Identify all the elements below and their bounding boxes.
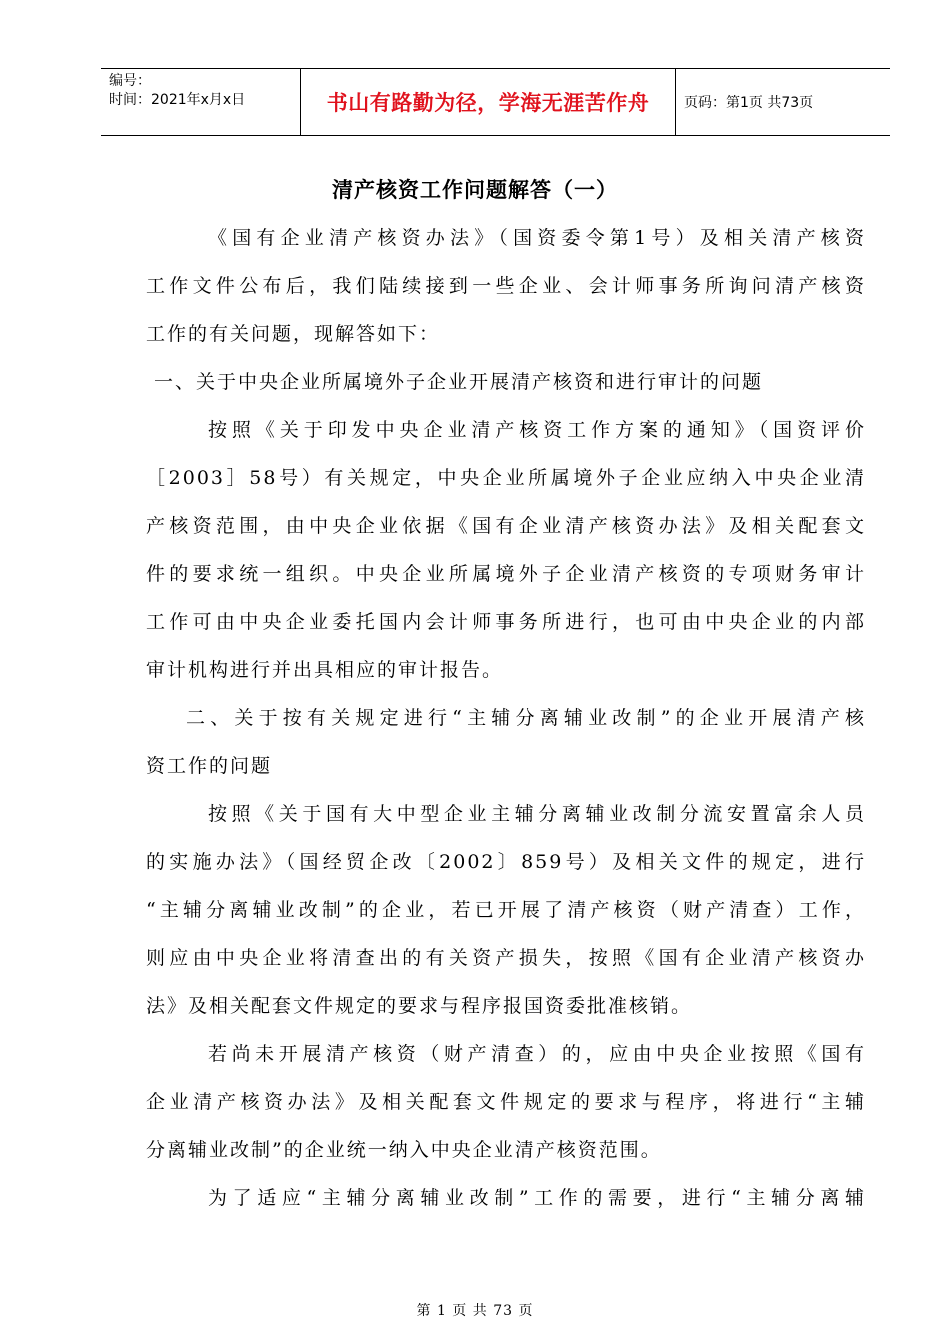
body-line: 《国有企业清产核资办法》（国资委令第1号）及相关清产核资 bbox=[208, 227, 866, 249]
body-line: 产核资范围，由中央企业依据《国有企业清产核资办法》及相关配套文 bbox=[146, 515, 866, 537]
body-line: 资工作的问题 bbox=[146, 755, 273, 777]
page-info: 页码：第1页 共73页 bbox=[684, 95, 814, 111]
body-line: 按照《关于国有大中型企业主辅分离辅业改制分流安置富余人员 bbox=[208, 803, 866, 825]
header-table bbox=[101, 68, 890, 136]
body-line: 工作的有关问题，现解答如下： bbox=[146, 323, 441, 345]
header-page-cell bbox=[676, 69, 890, 135]
body-line: 若尚未开展清产核资（财产清查）的，应由中央企业按照《国有 bbox=[208, 1043, 866, 1065]
body-line: 法》及相关配套文件规定的要求与程序报国资委批准核销。 bbox=[146, 995, 693, 1017]
page-footer: 第 1 页 共 73 页 bbox=[416, 1303, 534, 1319]
body-line: 一、关于中央企业所属境外子企业开展清产核资和进行审计的问题 bbox=[154, 371, 764, 393]
body-line: 件的要求统一组织。中央企业所属境外子企业清产核资的专项财务审计 bbox=[146, 563, 866, 585]
body-line: 的实施办法》（国经贸企改〔2002〕859号）及相关文件的规定，进行 bbox=[146, 851, 866, 873]
header-motto-cell bbox=[301, 69, 676, 135]
body-line: 工作可由中央企业委托国内会计师事务所进行，也可由中央企业的内部 bbox=[146, 611, 866, 633]
body-line: 则应由中央企业将清查出的有关资产损失，按照《国有企业清产核资办 bbox=[146, 947, 866, 969]
motto-text: 书山有路勤为径，学海无涯苦作舟 bbox=[326, 91, 650, 115]
body-line: ［2003］58号）有关规定，中央企业所属境外子企业应纳入中央企业清 bbox=[146, 467, 866, 489]
body-line: 分离辅业改制”的企业统一纳入中央企业清产核资范围。 bbox=[146, 1139, 662, 1161]
body-line: 企业清产核资办法》及相关配套文件规定的要求与程序，将进行“主辅 bbox=[146, 1091, 866, 1113]
document-title: 清产核资工作问题解答（一） bbox=[332, 177, 618, 202]
body-line: 审计机构进行并出具相应的审计报告。 bbox=[146, 659, 504, 681]
body-line: 按照《关于印发中央企业清产核资工作方案的通知》（国资评价 bbox=[208, 419, 866, 441]
body-line: 工作文件公布后，我们陆续接到一些企业、会计师事务所询问清产核资 bbox=[146, 275, 866, 297]
body-line: 二、关于按有关规定进行“主辅分离辅业改制”的企业开展清产核 bbox=[186, 707, 866, 729]
time-label: 时间：2021年x月x日 bbox=[109, 92, 246, 108]
number-label: 编号： bbox=[109, 73, 151, 89]
document-body bbox=[146, 221, 866, 1229]
body-line: “主辅分离辅业改制”的企业，若已开展了清产核资（财产清查）工作， bbox=[146, 899, 866, 921]
body-line: 为了适应“主辅分离辅业改制”工作的需要，进行“主辅分离辅 bbox=[208, 1187, 866, 1209]
header-meta-cell bbox=[101, 69, 301, 135]
